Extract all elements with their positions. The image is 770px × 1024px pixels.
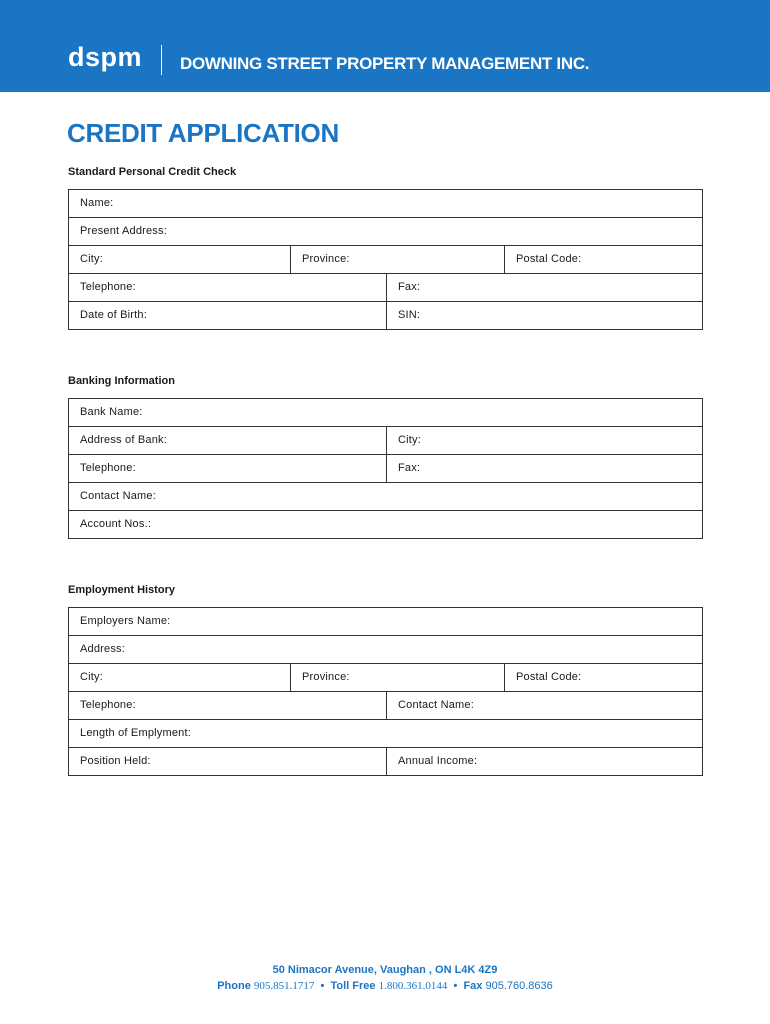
- personal-form: [68, 189, 703, 330]
- dspm-logo: dspm: [68, 42, 143, 72]
- present-address-field[interactable]: Present Address:: [80, 225, 167, 237]
- postal-code-field[interactable]: Postal Code:: [504, 246, 702, 273]
- account-numbers-field[interactable]: Account Nos.:: [80, 518, 152, 530]
- fax-field[interactable]: Fax:: [386, 274, 702, 301]
- fax-label: Fax: [463, 980, 483, 992]
- bank-address-field[interactable]: Address of Bank:: [80, 434, 167, 446]
- employment-length-field[interactable]: Length of Emplyment:: [80, 727, 192, 739]
- employer-name-field[interactable]: Employers Name:: [80, 615, 171, 627]
- banking-form: [68, 398, 703, 539]
- form-row: [69, 747, 702, 775]
- header-banner: [0, 0, 770, 92]
- section-title-personal: Standard Personal Credit Check: [68, 166, 237, 178]
- employer-province-field[interactable]: Province:: [290, 664, 504, 691]
- separator-bullet: •: [320, 980, 325, 992]
- bank-name-field[interactable]: Bank Name:: [80, 406, 143, 418]
- employer-postal-code-field[interactable]: Postal Code:: [504, 664, 702, 691]
- position-held-field[interactable]: Position Held:: [80, 755, 151, 767]
- employer-city-field[interactable]: City:: [80, 671, 103, 683]
- logo-divider: [161, 45, 162, 75]
- form-row: [69, 663, 702, 691]
- form-row: [69, 190, 702, 217]
- form-row: [69, 217, 702, 245]
- employment-form: [68, 607, 703, 776]
- city-field[interactable]: City:: [80, 253, 103, 265]
- form-row: [69, 301, 702, 329]
- annual-income-field[interactable]: Annual Income:: [386, 748, 702, 775]
- phone-number: 905.851.1717: [253, 980, 315, 992]
- footer-address: 50 Nimacor Avenue, Vaughan , ON L4K 4Z9: [272, 964, 498, 976]
- employer-contact-name-field[interactable]: Contact Name:: [386, 692, 702, 719]
- section-title-employment: Employment History: [68, 584, 175, 596]
- date-of-birth-field[interactable]: Date of Birth:: [80, 309, 147, 321]
- bank-contact-name-field[interactable]: Contact Name:: [80, 490, 156, 502]
- employer-address-field[interactable]: Address:: [80, 643, 126, 655]
- form-row: [69, 399, 702, 426]
- section-title-banking: Banking Information: [68, 375, 175, 387]
- fax-number: 905.760.8636: [485, 980, 553, 992]
- tollfree-label: Toll Free: [330, 980, 376, 992]
- bank-city-field[interactable]: City:: [386, 427, 702, 454]
- form-row: [69, 245, 702, 273]
- bank-telephone-field[interactable]: Telephone:: [80, 462, 136, 474]
- form-row: [69, 691, 702, 719]
- form-row: [69, 719, 702, 747]
- bank-fax-field[interactable]: Fax:: [386, 455, 702, 482]
- form-row: [69, 510, 702, 538]
- form-row: [69, 635, 702, 663]
- page-title: CREDIT APPLICATION: [67, 118, 339, 148]
- tollfree-number: 1.800.361.0144: [378, 980, 448, 992]
- form-row: [69, 482, 702, 510]
- telephone-field[interactable]: Telephone:: [80, 281, 136, 293]
- form-row: [69, 426, 702, 454]
- form-row: [69, 454, 702, 482]
- employer-telephone-field[interactable]: Telephone:: [80, 699, 136, 711]
- form-row: [69, 608, 702, 635]
- name-field[interactable]: Name:: [80, 197, 114, 209]
- company-name: DOWNING STREET PROPERTY MANAGEMENT INC.: [180, 54, 590, 73]
- form-row: [69, 273, 702, 301]
- footer-contact-line: [0, 980, 770, 992]
- separator-bullet: •: [453, 980, 458, 992]
- sin-field[interactable]: SIN:: [386, 302, 702, 329]
- province-field[interactable]: Province:: [290, 246, 504, 273]
- phone-label: Phone: [217, 980, 251, 992]
